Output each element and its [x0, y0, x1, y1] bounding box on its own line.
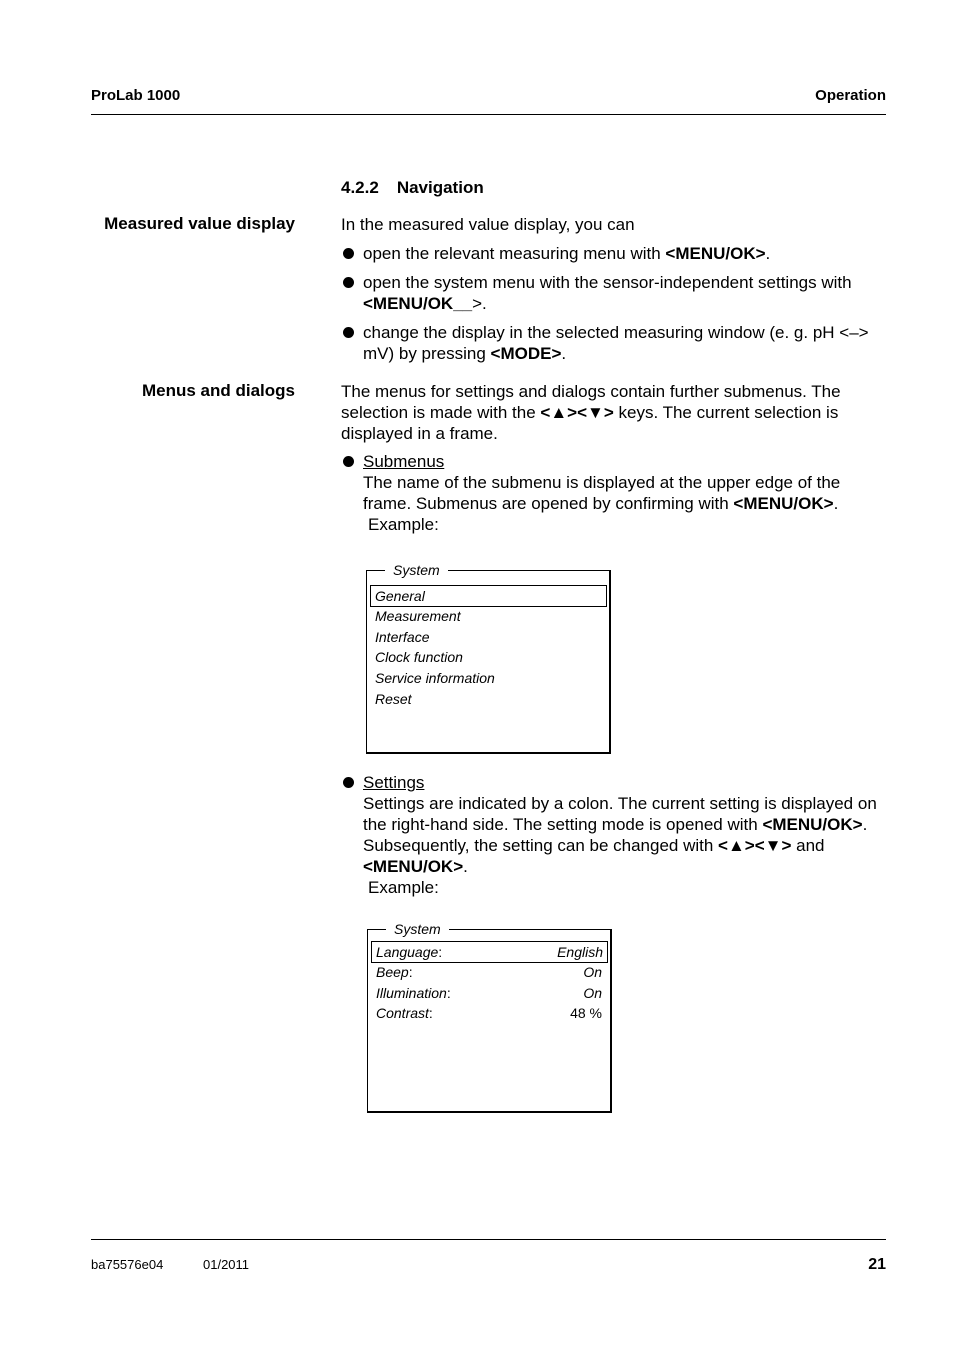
punct: . [862, 815, 868, 834]
screen-title: System [385, 561, 448, 579]
example-label: Example: [368, 878, 439, 897]
side-label-menus: Menus and dialogs [141, 381, 295, 400]
setting-colon: : [438, 944, 443, 960]
bullet-icon [343, 327, 354, 338]
setting-value: On [583, 964, 602, 980]
paragraph-line: displayed in a frame. [341, 424, 498, 443]
setting-label: Illumination [376, 985, 447, 1001]
setting-label: Contrast [376, 1005, 429, 1021]
header-chapter-name: Operation [815, 87, 886, 104]
bullet-icon [343, 777, 354, 788]
key-label: <MENU/OK__ [363, 294, 473, 313]
paragraph-line: and [791, 836, 825, 855]
header-product-name: ProLab 1000 [91, 87, 181, 104]
paragraph-line: Settings are indicated by a colon. The current setting is displayed on [363, 794, 877, 813]
setting-row[interactable] [376, 983, 606, 1003]
list-item-submenus [341, 451, 891, 535]
bullet-icon [343, 456, 354, 467]
key-label: <MODE> [490, 344, 562, 363]
setting-row[interactable] [376, 962, 606, 982]
menu-item-selected[interactable]: General [370, 585, 607, 607]
setting-label: Language [376, 944, 439, 960]
list-item-text: mV) by pressing [363, 344, 491, 363]
punct: . [463, 857, 468, 876]
setting-value: On [583, 985, 602, 1001]
settings-heading: Settings [363, 773, 425, 792]
side-label-measured: Measured value display [104, 214, 295, 233]
bullet-icon [343, 277, 354, 288]
list-item-text: change the display in the selected measuring window (e. g. pH <–> [363, 323, 869, 342]
punct: . [833, 494, 839, 513]
menu-item[interactable]: Reset [375, 691, 412, 707]
key-label: <▲><▼> [540, 403, 614, 422]
footer-date: 01/2011 [203, 1257, 250, 1272]
screen-title: System [386, 920, 449, 938]
list-item-text: open the system menu with the sensor-independent settings with [363, 273, 852, 292]
measured-intro: In the measured value display, you can [341, 215, 635, 234]
menu-item[interactable]: Clock function [375, 649, 463, 665]
punct: . [765, 244, 771, 263]
key-label: <MENU/OK> [762, 815, 863, 834]
menu-item[interactable]: Measurement [375, 608, 461, 624]
punct: >. [472, 294, 487, 313]
submenus-heading: Submenus [363, 452, 445, 471]
setting-colon: : [446, 985, 451, 1001]
setting-colon: : [408, 964, 413, 980]
key-label: <MENU/OK> [363, 857, 464, 876]
paragraph-line: selection is made with the [341, 403, 541, 422]
section-heading [341, 178, 484, 198]
list-item [341, 272, 891, 314]
footer-rule [91, 1239, 886, 1240]
submenu-screen [366, 562, 611, 754]
section-title: Navigation [396, 178, 484, 197]
bullet-icon [343, 248, 354, 259]
setting-row-selected[interactable] [371, 941, 608, 963]
list-item-settings [341, 772, 891, 898]
paragraph-line: the right-hand side. The setting mode is opened with [363, 815, 763, 834]
header-rule [91, 114, 886, 115]
setting-colon: : [428, 1005, 433, 1021]
footer-doc-id: ba75576e04 [91, 1257, 164, 1272]
key-label: <▲><▼> [718, 836, 792, 855]
menu-item[interactable]: Interface [375, 629, 430, 645]
list-item [341, 243, 891, 264]
settings-screen [367, 921, 612, 1113]
menus-paragraph [341, 381, 901, 444]
setting-row[interactable] [376, 1003, 606, 1023]
paragraph-line: The menus for settings and dialogs contain further submenus. The [341, 382, 841, 401]
key-label: <MENU/OK> [665, 244, 766, 263]
section-number: 4.2.2 [341, 178, 379, 197]
list-item-text: open the relevant measuring menu with [363, 244, 666, 263]
setting-value: English [557, 944, 603, 960]
punct: . [561, 344, 567, 363]
page-number: 21 [868, 1256, 886, 1273]
paragraph-line: frame. Submenus are opened by confirming with [363, 494, 734, 513]
key-label: <MENU/OK> [733, 494, 834, 513]
paragraph-line: Subsequently, the setting can be changed with [363, 836, 719, 855]
list-item [341, 322, 891, 364]
menu-item[interactable]: Service information [375, 670, 495, 686]
example-label: Example: [368, 515, 439, 534]
paragraph-line: The name of the submenu is displayed at the upper edge of the [363, 473, 841, 492]
setting-value: 48 % [570, 1005, 602, 1021]
setting-label: Beep [376, 964, 409, 980]
paragraph-line: keys. The current selection is [613, 403, 839, 422]
